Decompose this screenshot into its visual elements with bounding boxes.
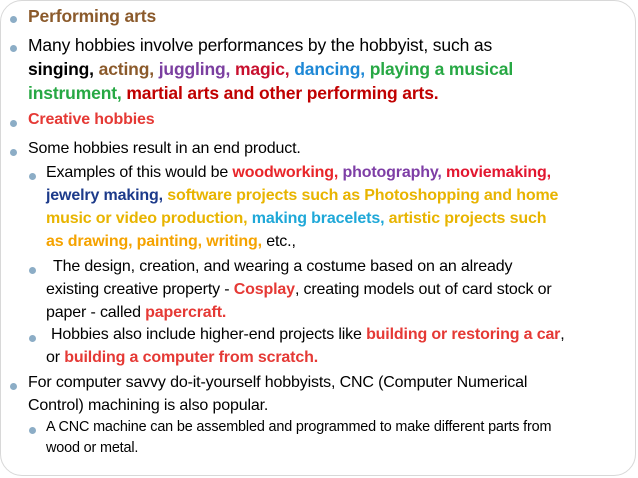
performances-line-2 [28, 59, 513, 80]
cnc-line-1: For computer savvy do-it-yourself hobbyists, CNC (Computer Numerical [28, 374, 528, 391]
instrument-text-2: instrument, [28, 83, 122, 103]
magic-text: magic, [234, 59, 290, 79]
martial-arts-text: martial arts and other performing arts. [126, 83, 439, 103]
drawing-painting-text: as drawing, painting, writing, [46, 233, 262, 250]
photography-text: photography, [342, 164, 442, 181]
round-bullet-icon [10, 149, 17, 156]
round-bullet-icon [29, 427, 36, 434]
juggling-text: juggling, [158, 59, 231, 79]
woodworking-text: woodworking, [232, 164, 339, 181]
artistic-projects-text: rtistic projects such [397, 210, 547, 227]
instrument-text: playing a musical [369, 59, 514, 79]
cnc-line-2: Control) machining is also popular. [28, 397, 269, 414]
higher-end-prefix: Hobbies also include higher-end projects like [51, 326, 367, 343]
examples-line-4 [46, 233, 296, 251]
papercraft-text: papercraft. [145, 304, 227, 321]
dancing-text: dancing, [294, 59, 365, 79]
restoring-car-text: building or restoring a car [366, 326, 561, 343]
cosplay-text: Cosplay [233, 281, 295, 298]
bracelets-text: making bracelets, [251, 210, 385, 227]
examples-line-1 [46, 164, 551, 182]
round-bullet-icon [29, 335, 36, 342]
costume-line-3a: paper - called [46, 304, 146, 321]
costume-line-2b: , creating models out of card stock or [294, 281, 552, 298]
etc-text: etc., [266, 233, 296, 250]
costume-line-1: The design, creation, and wearing a costume based on an already [53, 258, 513, 275]
building-computer-text: building a computer from scratch. [64, 349, 318, 366]
end-product-text: Some hobbies result in an end product. [28, 140, 301, 157]
round-bullet-icon [10, 45, 17, 52]
singing-text: singing, [28, 59, 94, 79]
costume-line-3 [46, 304, 226, 322]
costume-line-2a: existing creative property - [46, 281, 234, 298]
round-bullet-icon [29, 267, 36, 274]
round-bullet-icon [29, 173, 36, 180]
creative-hobbies-heading: Creative hobbies [28, 111, 155, 128]
artistic-a-text: a [388, 210, 398, 227]
examples-line-2 [46, 187, 558, 205]
moviemaking-text: moviemaking, [446, 164, 551, 181]
cnc-machine-line-2: wood or metal. [46, 440, 139, 456]
examples-line-3 [46, 210, 546, 228]
performances-line-1: Many hobbies involve performances by the hobbyist, such as [28, 35, 493, 55]
or-text: or [46, 349, 65, 366]
cnc-machine-line-1: A CNC machine can be assembled and programmed to make different parts from [46, 419, 552, 435]
jewelry-making-text: jewelry making, [46, 187, 163, 204]
round-bullet-icon [10, 16, 17, 23]
software-projects-text: software projects such as Photoshopping and home [167, 187, 559, 204]
performances-line-3 [28, 83, 439, 104]
round-bullet-icon [10, 120, 17, 127]
examples-prefix: Examples of this would be [46, 164, 233, 181]
higher-end-line-2 [46, 349, 318, 367]
higher-end-line-1 [51, 326, 565, 344]
costume-line-2 [46, 281, 552, 299]
acting-text: acting, [98, 59, 154, 79]
music-production-text: music or video production, [46, 210, 248, 227]
higher-end-comma: , [560, 326, 565, 343]
round-bullet-icon [10, 383, 17, 390]
performing-arts-heading: Performing arts [28, 6, 157, 26]
